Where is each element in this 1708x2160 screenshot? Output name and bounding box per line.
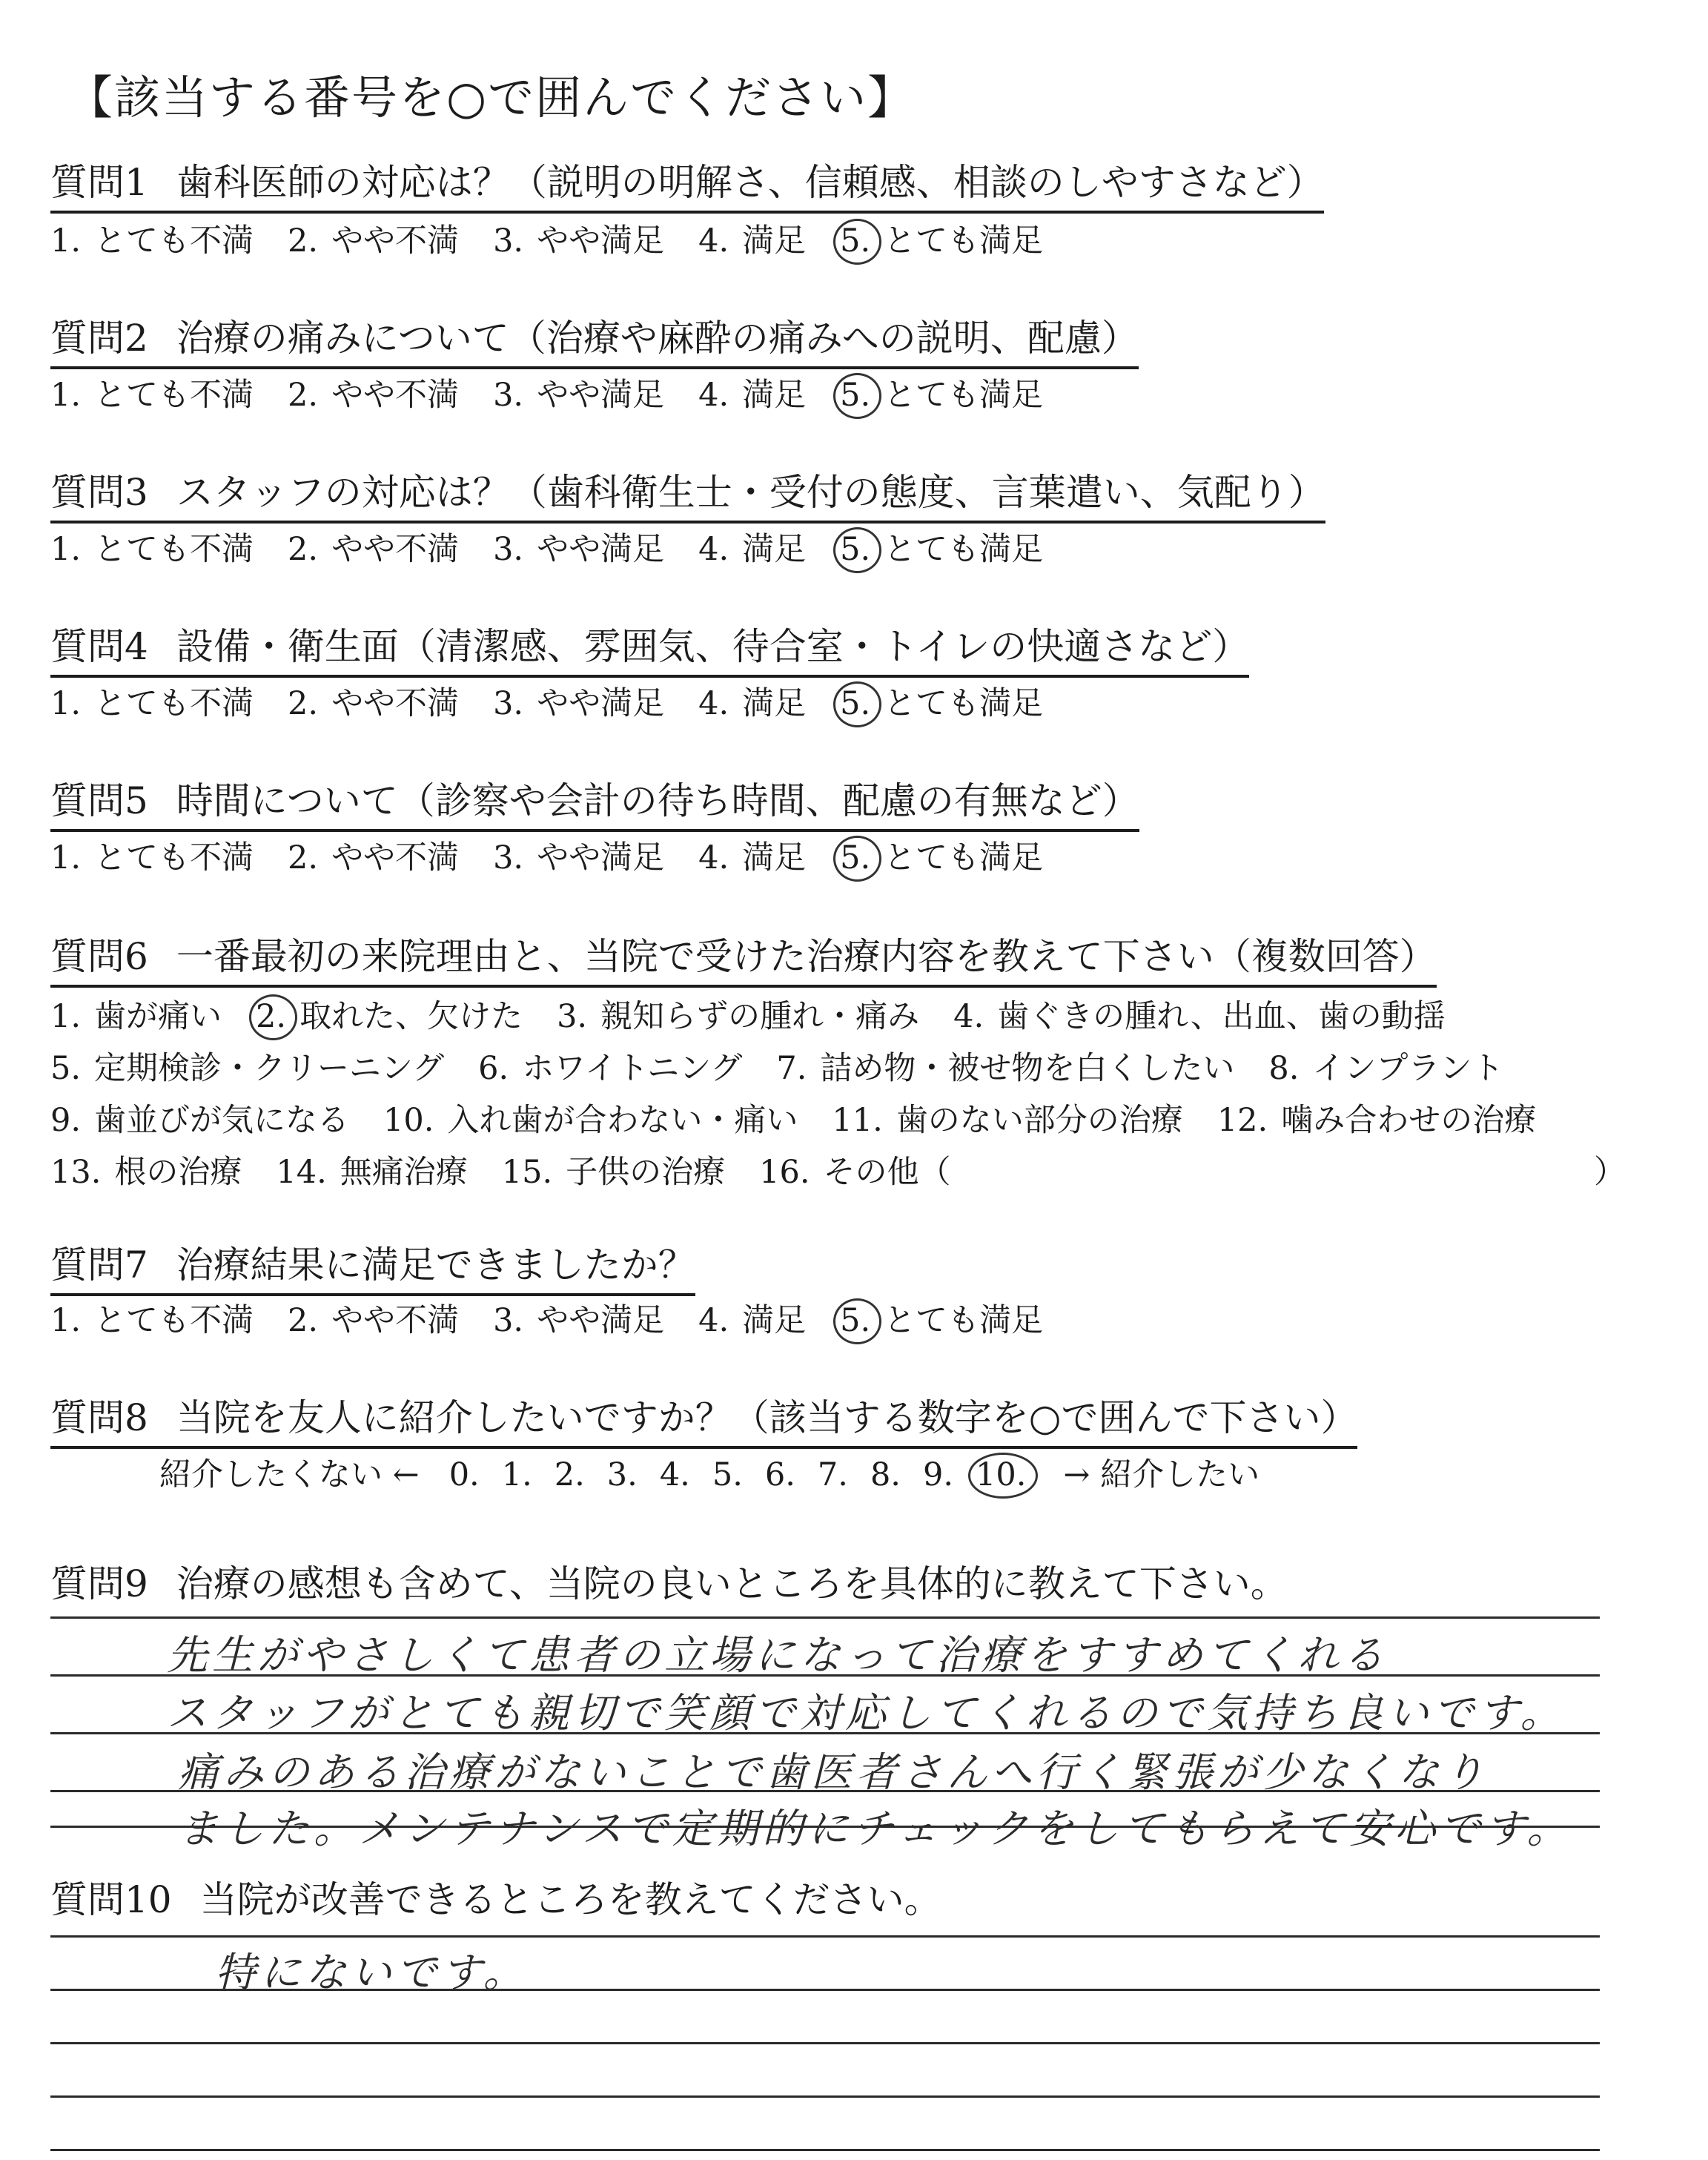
option-number: 1.	[50, 222, 82, 260]
option-item[interactable]	[50, 1050, 444, 1089]
option-item[interactable]	[698, 685, 806, 724]
option-number: 3.	[493, 685, 524, 722]
option-item[interactable]	[698, 531, 806, 569]
option-label: 入れ歯が合わない・痛い	[447, 1102, 798, 1139]
option-item[interactable]	[288, 839, 459, 878]
option-item[interactable]	[288, 531, 459, 569]
option-item[interactable]	[493, 222, 664, 261]
question-number: 質問8	[50, 1396, 148, 1439]
option-number: 4.	[698, 685, 729, 722]
scale-item[interactable]	[870, 1456, 901, 1495]
option-item[interactable]	[493, 685, 664, 724]
option-number: 15.	[501, 1154, 553, 1191]
option-label: とても不満	[94, 222, 254, 260]
option-item[interactable]	[840, 1302, 1043, 1341]
option-item[interactable]	[50, 1302, 254, 1341]
question-3-options	[50, 531, 1077, 569]
option-item[interactable]	[759, 1154, 950, 1192]
question-8-title	[50, 1397, 1357, 1449]
option-label: とても満足	[884, 222, 1044, 260]
option-row	[50, 1050, 1537, 1089]
option-label: とても不満	[94, 685, 254, 722]
handwritten-answer-line: 痛みのある治療がないことで歯医者さんへ行く緊張が少なくなり	[178, 1748, 1489, 1796]
option-number: 1.	[50, 839, 82, 876]
option-label: とても満足	[884, 1302, 1044, 1339]
option-number: 3.	[493, 1302, 524, 1339]
question-number: 質問3	[50, 471, 148, 514]
option-item[interactable]	[698, 377, 806, 415]
scale-item[interactable]	[449, 1456, 480, 1495]
question-number: 質問5	[50, 779, 148, 822]
option-number: 4.	[698, 839, 729, 876]
option-item[interactable]	[698, 1302, 806, 1341]
option-item[interactable]	[698, 222, 806, 261]
option-label: やや不満	[331, 685, 460, 722]
option-number: 2.	[288, 685, 319, 722]
option-number: 1.	[50, 1302, 82, 1339]
option-number: 16.	[759, 1154, 810, 1191]
option-number: 5.	[840, 377, 871, 414]
question-3-title	[50, 472, 1325, 524]
option-item[interactable]	[493, 531, 664, 569]
option-label: やや不満	[331, 839, 460, 876]
question-text: 治療の感想も含めて、当院の良いところを具体的に教えて下さい。	[176, 1562, 1288, 1605]
option-item[interactable]	[493, 377, 664, 415]
question-5-title	[50, 780, 1139, 832]
question-10-title	[50, 1870, 941, 1923]
answer-line	[50, 1616, 1600, 1619]
option-item[interactable]	[840, 839, 1043, 878]
option-item[interactable]	[276, 1154, 467, 1192]
question-2-options	[50, 377, 1077, 415]
option-number: 2.	[288, 531, 319, 568]
option-number: 14.	[276, 1154, 327, 1191]
option-item[interactable]	[840, 531, 1043, 569]
option-number: 12.	[1217, 1102, 1268, 1139]
option-label: 根の治療	[114, 1154, 242, 1191]
question-number: 質問2	[50, 317, 148, 360]
option-number: 4.	[698, 377, 729, 414]
option-number: 4.	[698, 531, 729, 568]
option-number: 2.	[288, 839, 319, 876]
option-item[interactable]	[288, 377, 459, 415]
option-label: とても満足	[884, 685, 1044, 722]
question-text: 歯科医師の対応は？（説明の明解さ、信頼感、相談のしやすさなど）	[176, 161, 1324, 204]
option-row	[50, 1102, 1570, 1140]
question-text: 設備・衛生面（清潔感、雰囲気、待合室・トイレの快適さなど）	[176, 625, 1250, 668]
option-item[interactable]	[288, 222, 459, 261]
option-label: とても不満	[94, 377, 254, 414]
question-number: 質問6	[50, 935, 148, 978]
option-item[interactable]	[502, 1154, 725, 1192]
option-label: やや満足	[537, 839, 665, 876]
option-number: 7.	[776, 1050, 807, 1087]
handwritten-answer-line: 特にないです。	[215, 1949, 529, 1996]
option-item[interactable]	[256, 998, 523, 1037]
scale-item[interactable]	[502, 1456, 532, 1495]
question-4-title	[50, 626, 1249, 678]
option-item[interactable]	[50, 998, 222, 1037]
question-1-title	[50, 162, 1324, 214]
option-number: 1.	[50, 377, 82, 414]
option-item[interactable]	[50, 531, 254, 569]
option-label: やや不満	[331, 222, 460, 260]
option-number: 1.	[50, 685, 82, 722]
option-label: 親知らずの腫れ・痛み	[600, 998, 920, 1035]
option-item[interactable]	[50, 839, 254, 878]
option-label: やや不満	[331, 1302, 460, 1339]
scale-right-label: → 紹介したい	[1063, 1456, 1260, 1493]
option-label: 歯並びが気になる	[94, 1102, 350, 1139]
question-text: スタッフの対応は？（歯科衛生士・受付の態度、言葉遣い、気配り）	[176, 471, 1325, 514]
option-item[interactable]	[50, 1154, 242, 1192]
option-label: やや満足	[537, 685, 665, 722]
option-item[interactable]	[50, 1102, 349, 1140]
option-label: やや満足	[537, 1302, 665, 1339]
option-label: とても不満	[94, 531, 254, 568]
option-item[interactable]	[493, 839, 664, 878]
option-item[interactable]	[698, 839, 806, 878]
scale-item[interactable]	[555, 1456, 585, 1495]
question-number: 質問9	[50, 1562, 148, 1605]
option-number: 4.	[953, 998, 984, 1035]
option-label: 詰め物・被せ物を白くしたい	[820, 1050, 1235, 1087]
scale-number: 7.	[817, 1456, 848, 1493]
option-label: 取れた、欠けた	[299, 998, 523, 1035]
option-number: 3.	[493, 531, 524, 568]
option-label: 満足	[742, 685, 807, 722]
option-label: 無痛治療	[340, 1154, 468, 1191]
option-number: 3.	[557, 998, 588, 1035]
scale-number: 0.	[448, 1456, 480, 1493]
option-label: やや満足	[537, 531, 665, 568]
option-number: 2.	[256, 998, 287, 1035]
option-number: 3.	[493, 377, 524, 414]
question-text: 治療の痛みについて（治療や麻酔の痛みへの説明、配慮）	[176, 317, 1139, 360]
option-label: 歯が痛い	[94, 998, 222, 1035]
question-number: 質問1	[50, 161, 148, 204]
handwritten-answer-line: スタッフがとても親切で笑顔で対応してくれるので気持ち良いです。	[167, 1689, 1566, 1737]
option-item[interactable]	[50, 377, 254, 415]
scale-number: 3.	[606, 1456, 638, 1493]
scale-item[interactable]	[818, 1456, 848, 1495]
option-number: 3.	[493, 839, 524, 876]
question-text: 当院が改善できるところを教えてください。	[199, 1878, 941, 1921]
scale-number: 2.	[554, 1456, 585, 1493]
scale-number: 8.	[870, 1456, 901, 1493]
answer-line	[50, 2149, 1600, 2151]
scale-item[interactable]	[712, 1456, 743, 1495]
option-item[interactable]	[383, 1102, 798, 1140]
page-heading: 【該当する番号を○で囲んでください】	[67, 70, 916, 125]
option-number: 8.	[1268, 1050, 1300, 1087]
question-number: 質問10	[50, 1878, 172, 1921]
scale-item[interactable]	[923, 1456, 953, 1495]
handwritten-answer-line: 先生がやさしくて患者の立場になって治療をすすめてくれる	[167, 1631, 1388, 1679]
option-item[interactable]	[953, 998, 1446, 1037]
option-item[interactable]	[288, 1302, 459, 1341]
option-label: その他（	[823, 1154, 951, 1191]
option-label: やや満足	[537, 222, 665, 260]
option-label: ホワイトニング	[522, 1050, 743, 1087]
option-item[interactable]	[288, 685, 459, 724]
option-number: 5.	[840, 839, 871, 876]
question-7-options	[50, 1302, 1077, 1341]
scale-left-label: 紹介したくない ←	[159, 1456, 420, 1493]
option-label: とても満足	[884, 839, 1044, 876]
option-number: 13.	[50, 1154, 102, 1191]
question-5-options	[50, 839, 1077, 878]
option-row	[50, 1154, 985, 1192]
option-number: 2.	[288, 1302, 319, 1339]
question-text: 一番最初の来院理由と、当院で受けた治療内容を教えて下さい（複数回答）	[176, 935, 1437, 978]
option-label: 満足	[742, 531, 807, 568]
scale-number: 4.	[659, 1456, 690, 1493]
option-number: 4.	[698, 1302, 729, 1339]
scale-item[interactable]	[660, 1456, 690, 1495]
question-6-title	[50, 936, 1437, 988]
option-label: やや不満	[331, 531, 460, 568]
option-label: 歯ぐきの腫れ、出血、歯の動揺	[997, 998, 1446, 1035]
option-number: 3.	[493, 222, 524, 260]
option-number: 9.	[50, 1102, 82, 1139]
option-label: とても不満	[94, 1302, 254, 1339]
option-number: 5.	[840, 685, 871, 722]
option-number: 10.	[383, 1102, 434, 1139]
option-label: 定期検診・クリーニング	[94, 1050, 445, 1087]
answer-line	[50, 1935, 1600, 1938]
option-number: 5.	[840, 1302, 871, 1339]
scale-item[interactable]	[607, 1456, 638, 1495]
option-item[interactable]	[478, 1050, 742, 1089]
option-row	[50, 998, 1480, 1037]
question-number: 質問4	[50, 625, 148, 668]
option-label: やや不満	[331, 377, 460, 414]
question-2-title	[50, 317, 1139, 369]
answer-line	[50, 2095, 1600, 2098]
option-number: 2.	[288, 222, 319, 260]
option-label: とても不満	[94, 839, 254, 876]
scale-number: 5.	[712, 1456, 743, 1493]
question-number: 質問7	[50, 1244, 148, 1287]
question-7-title	[50, 1244, 695, 1296]
option-item[interactable]	[776, 1050, 1234, 1089]
option-number: 5.	[840, 222, 871, 260]
option-label: 満足	[742, 1302, 807, 1339]
option-item[interactable]	[840, 685, 1043, 724]
handwritten-answer-line: ました。メンテナンスで定期的にチェックをしてもらえて安心です。	[178, 1805, 1572, 1852]
option-number: 1.	[50, 531, 82, 568]
option-number: 6.	[478, 1050, 509, 1087]
option-number: 11.	[832, 1102, 883, 1139]
question-4-options	[50, 685, 1077, 724]
question-1-options	[50, 222, 1077, 261]
option-number: 2.	[288, 377, 319, 414]
option-item[interactable]	[50, 685, 254, 724]
scale-number: 10.	[976, 1456, 1027, 1493]
option-item[interactable]	[557, 998, 919, 1037]
option-label: 満足	[742, 839, 807, 876]
question-text: 時間について（診察や会計の待ち時間、配慮の有無など）	[176, 779, 1139, 822]
question-8-scale	[159, 1456, 1260, 1495]
option-label: 満足	[742, 222, 807, 260]
option-number: 4.	[698, 222, 729, 260]
option-label: とても満足	[884, 531, 1044, 568]
option-number: 1.	[50, 998, 82, 1035]
option-item[interactable]	[832, 1102, 1182, 1140]
scale-number: 9.	[922, 1456, 954, 1493]
scale-number: 6.	[764, 1456, 795, 1493]
question-9-title	[50, 1554, 1288, 1608]
option-label: やや満足	[537, 377, 665, 414]
other-close-paren: ）	[1594, 1154, 1626, 1191]
option-label: 満足	[742, 377, 807, 414]
option-item[interactable]	[1217, 1102, 1536, 1140]
option-label: 子供の治療	[566, 1154, 726, 1191]
option-label: とても満足	[884, 377, 1044, 414]
option-label: 歯のない部分の治療	[896, 1102, 1183, 1139]
option-item[interactable]	[840, 377, 1043, 415]
option-item[interactable]	[1268, 1050, 1503, 1089]
question-text: 当院を友人に紹介したいですか？（該当する数字を○で囲んで下さい）	[176, 1396, 1358, 1439]
option-item[interactable]	[50, 222, 254, 261]
scale-item[interactable]	[765, 1456, 795, 1495]
option-label: インプラント	[1312, 1050, 1504, 1087]
option-number: 5.	[840, 531, 871, 568]
option-label: 噛み合わせの治療	[1281, 1102, 1537, 1139]
answer-line	[50, 2042, 1600, 2044]
option-item[interactable]	[493, 1302, 664, 1341]
option-item[interactable]	[840, 222, 1043, 261]
scale-item[interactable]	[976, 1456, 1026, 1495]
scale-number: 1.	[501, 1456, 532, 1493]
question-text: 治療結果に満足できましたか？	[176, 1244, 695, 1287]
option-number: 5.	[50, 1050, 82, 1087]
